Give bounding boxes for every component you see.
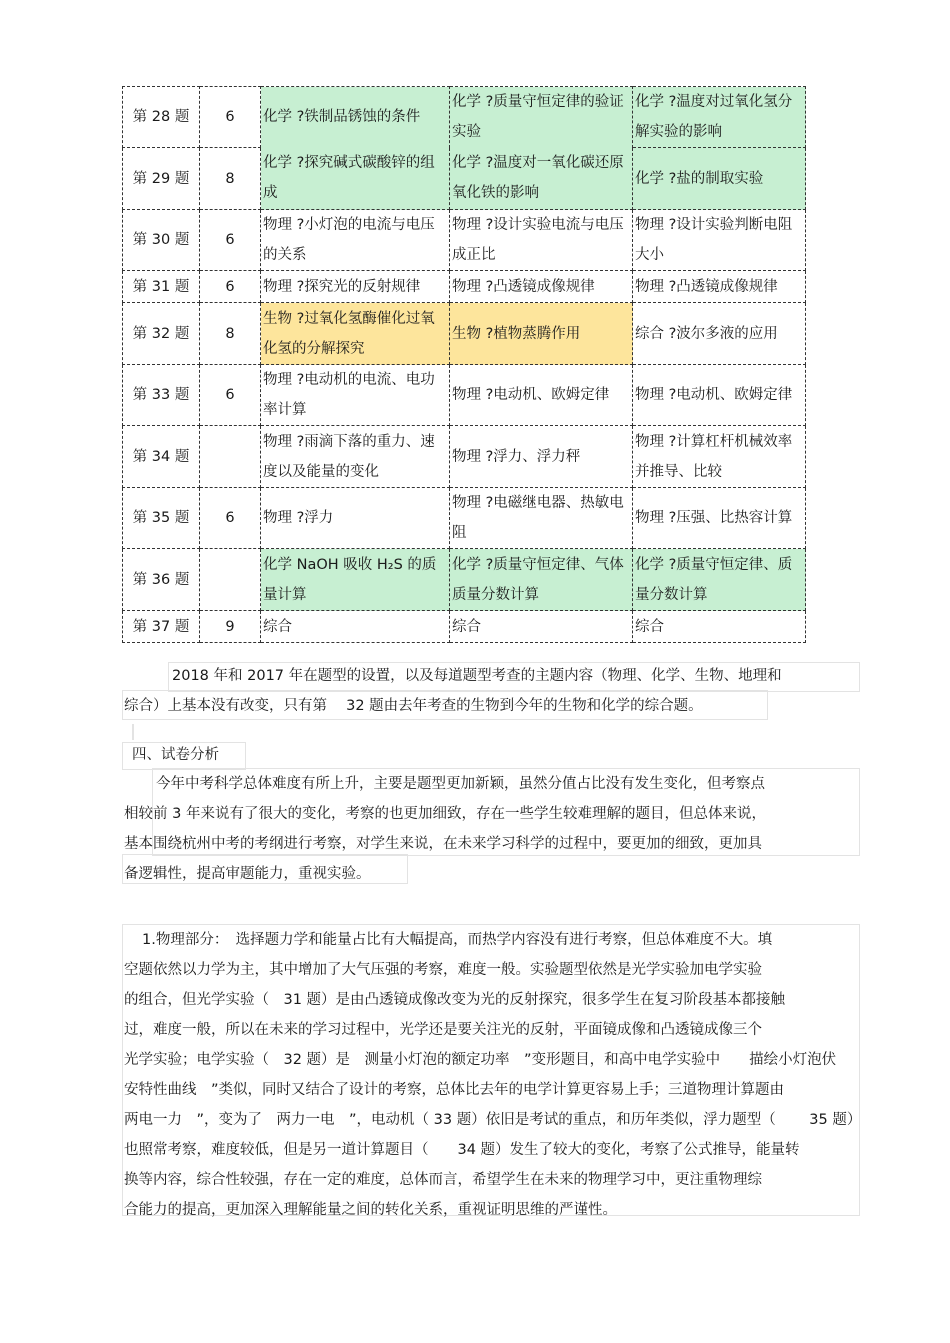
paragraph-line: 光学实验；电学实验（ 32 题）是 测量小灯泡的额定功率 ”变形题目，和高中电学实验中 描绘小灯泡伏 — [124, 1052, 837, 1068]
question-number: 第 35 题 — [123, 488, 200, 549]
table-row — [123, 488, 806, 549]
paragraph-line: 过，难度一般，所以在未来的学习过程中，光学还是要关注光的反射，平面镜成像和凸透镜成像三个 — [124, 1022, 762, 1038]
paragraph-line: 1.物理部分： 选择题力学和能量占比有大幅提高，而热学内容没有进行考察，但总体难度不大。填 — [142, 932, 773, 948]
paragraph-line: 空题依然以力学为主，其中增加了大气压强的考察，难度一般。实验题型依然是光学实验加电学实验 — [124, 962, 762, 978]
table-row — [123, 87, 806, 148]
topic-2017: 化学 ?质量守恒定律的验证实验 — [450, 87, 633, 148]
topic-2018: 物理 ?雨滴下落的重力、速度以及能量的变化 — [261, 426, 450, 488]
paragraph-analysis — [124, 769, 824, 889]
question-score: 6 — [200, 210, 261, 271]
topic-2017: 物理 ?浮力、浮力秤 — [450, 426, 633, 488]
topic-2017: 生物 ?植物蒸腾作用 — [450, 303, 633, 365]
question-number: 第 30 题 — [123, 210, 200, 271]
topic-2018: 生物 ?过氧化氢酶催化过氧化氢的分解探究 — [261, 303, 450, 365]
topic-2017: 物理 ?电磁继电器、热敏电阻 — [450, 488, 633, 549]
table-row — [123, 426, 806, 488]
topic-2017: 物理 ?设计实验电流与电压成正比 — [450, 210, 633, 271]
table-row — [123, 611, 806, 643]
paragraph-line: 2018 年和 2017 年在题型的设置，以及每道题型考查的主题内容（物理、化学、生物、地理和 — [172, 668, 782, 684]
topic-2018: 物理 ?探究光的反射规律 — [261, 271, 450, 303]
topic-2016: 化学 ?盐的制取实验 — [633, 148, 806, 210]
paragraph-line: 也照常考察，难度较低，但是另一道计算题目（ 34 题）发生了较大的变化，考察了公式推导，能量转 — [124, 1142, 800, 1158]
topic-2018: 物理 ?小灯泡的电流与电压的关系 — [261, 210, 450, 271]
paragraph-line: 综合）上基本没有改变，只有第 32 题由去年考查的生物到今年的生物和化学的综合题。 — [124, 698, 703, 714]
table-row — [123, 365, 806, 426]
question-score: 6 — [200, 365, 261, 426]
topic-2016: 综合 ?波尔多液的应用 — [633, 303, 806, 365]
paragraph-line: 相较前 3 年来说有了很大的变化，考察的也更加细致，存在一些学生较难理解的题目，但总体来说， — [124, 806, 766, 822]
topic-2017: 物理 ?电动机、欧姆定律 — [450, 365, 633, 426]
question-score: 6 — [200, 271, 261, 303]
topic-2016: 物理 ?设计实验判断电阻大小 — [633, 210, 806, 271]
paragraph-line: 基本围绕杭州中考的考纲进行考察，对学生来说，在未来学习科学的过程中，要更加的细致，更加具 — [124, 836, 762, 852]
question-number: 第 33 题 — [123, 365, 200, 426]
topic-2017: 化学 ?质量守恒定律、气体质量分数计算 — [450, 549, 633, 611]
question-number: 第 28 题 — [123, 87, 200, 148]
question-number: 第 32 题 — [123, 303, 200, 365]
section-heading: 四、试卷分析 — [132, 747, 219, 763]
text-frame — [132, 724, 134, 740]
topic-2018: 化学 ?铁制品锈蚀的条件 — [261, 87, 450, 148]
table-row — [123, 303, 806, 365]
exam-topic-table — [122, 86, 806, 643]
topic-2017: 综合 — [450, 611, 633, 643]
question-score: 8 — [200, 303, 261, 365]
topic-2016: 物理 ?凸透镜成像规律 — [633, 271, 806, 303]
question-score: 9 — [200, 611, 261, 643]
topic-2018: 物理 ?浮力 — [261, 488, 450, 549]
question-score — [200, 549, 261, 611]
question-score: 6 — [200, 87, 261, 148]
question-number: 第 37 题 — [123, 611, 200, 643]
topic-2018: 综合 — [261, 611, 450, 643]
question-number: 第 31 题 — [123, 271, 200, 303]
question-score: 8 — [200, 148, 261, 210]
topic-2017: 物理 ?凸透镜成像规律 — [450, 271, 633, 303]
table-row — [123, 271, 806, 303]
topic-2018: 化学 ?探究碱式碳酸锌的组成 — [261, 148, 450, 210]
question-score: 6 — [200, 488, 261, 549]
table-row — [123, 549, 806, 611]
paragraph-line: 安特性曲线 ”类似，同时又结合了设计的考察，总体比去年的电学计算更容易上手；三道物理计算题由 — [124, 1082, 785, 1098]
question-number: 第 34 题 — [123, 426, 200, 488]
paragraph-line: 的组合，但光学实验（ 31 题）是由凸透镜成像改变为光的反射探究，很多学生在复习阶段基本都接触 — [124, 992, 786, 1008]
topic-2018: 化学 NaOH 吸收 H₂S 的质量计算 — [261, 549, 450, 611]
topic-2016: 化学 ?温度对过氧化氢分解实验的影响 — [633, 87, 806, 148]
topic-2017: 化学 ?温度对一氧化碳还原氧化铁的影响 — [450, 148, 633, 210]
topic-2016: 化学 ?质量守恒定律、质量分数计算 — [633, 549, 806, 611]
question-score — [200, 426, 261, 488]
topic-2016: 物理 ?电动机、欧姆定律 — [633, 365, 806, 426]
paragraph-physics — [124, 925, 862, 1225]
paragraph-line: 合能力的提高，更加深入理解能量之间的转化关系，重视证明思维的严谨性。 — [124, 1202, 617, 1218]
paragraph-comparison — [124, 661, 824, 721]
topic-2016: 物理 ?计算杠杆机械效率并推导、比较 — [633, 426, 806, 488]
topic-2016: 综合 — [633, 611, 806, 643]
paragraph-line: 换等内容，综合性较强，存在一定的难度，总体而言，希望学生在未来的物理学习中，更注重物理综 — [124, 1172, 762, 1188]
paragraph-line: 两电一力 ”，变为了 两力一电 ”，电动机（ 33 题）依旧是考试的重点，和历年类似，浮力题型（ 35 题） — [124, 1112, 862, 1128]
paragraph-line: 今年中考科学总体难度有所上升，主要是题型更加新颖，虽然分值占比没有发生变化，但考察点 — [156, 776, 765, 792]
topic-2016: 物理 ?压强、比热容计算 — [633, 488, 806, 549]
paragraph-line: 备逻辑性，提高审题能力，重视实验。 — [124, 866, 371, 882]
question-number: 第 29 题 — [123, 148, 200, 210]
question-number: 第 36 题 — [123, 549, 200, 611]
topic-2018: 物理 ?电动机的电流、电功率计算 — [261, 365, 450, 426]
table-row — [123, 210, 806, 271]
table-row — [123, 148, 806, 210]
